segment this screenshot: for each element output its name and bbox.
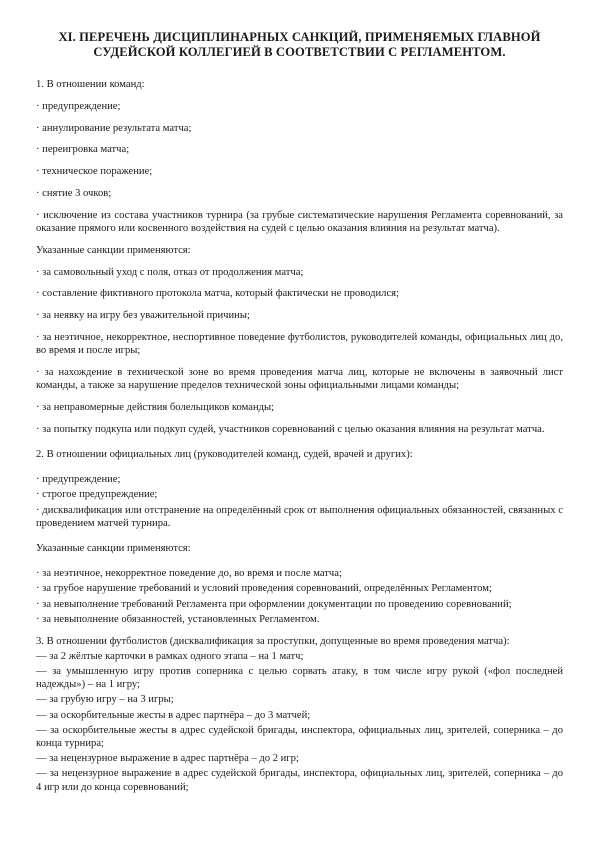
list-item: · переигровка матча;	[36, 144, 130, 156]
list-item: · за неправомерные действия болельщиков команды;	[36, 401, 275, 413]
list-item: · дисквалификация или отстранение на определённый срок от выполнения официальных обязанностей, связанных с проведением матчей турнира.	[36, 504, 563, 529]
sanctions-apply-heading: Указанные санкции применяются:	[36, 244, 191, 256]
list-item: — за нецензурное выражение в адрес партнёра – до 2 игр;	[36, 753, 299, 765]
section-title	[36, 30, 563, 60]
list-item: · за невыполнение требований Регламента при оформлении документации по проведению соревнований;	[36, 598, 512, 610]
list-item: · исключение из состава участников турнира (за грубые систематические нарушения Регламента соревнований, за оказание прямого или косвенного воздействия на судей с целью оказания влияния на результат матча).	[36, 209, 563, 234]
list-item: · за неэтичное, некорректное, неспортивное поведение футболистов, руководителей команды, официальных лиц до, во время и после игры;	[36, 331, 563, 357]
list-item: · за грубое нарушение требований и условий проведения соревнований, определённых Регламентом;	[36, 583, 492, 595]
list-item: · за самовольный уход с поля, отказ от продолжения матча;	[36, 266, 304, 278]
list-item: — за умышленную игру против соперника с целью сорвать атаку, в том числе игру рукой («фол последней надежды») – на 1 игру;	[36, 666, 563, 691]
list-item: — за 2 жёлтые карточки в рамках одного этапа – на 1 матч;	[36, 650, 304, 662]
heading-officials: 2. В отношении официальных лиц (руководителей команд, судей, врачей и других):	[36, 448, 413, 460]
list-item: · предупреждение;	[36, 474, 121, 486]
list-item: · за неэтичное, некорректное поведение до, во время и после матча;	[36, 568, 342, 580]
list-item: — за оскорбительные жесты в адрес судейской бригады, инспектора, официальных лиц, зрителей, соперника – до конца турнира;	[36, 724, 563, 750]
heading-teams: 1. В отношении команд:	[36, 79, 145, 90]
list-item: · аннулирование результата матча;	[36, 122, 192, 134]
list-item: · за нахождение в технической зоне во время проведения матча лиц, которые не включены в заявочный лист команды, а также за нарушение пределов технической зоны официальными лицами команды;	[36, 366, 563, 392]
heading-players: 3. В отношении футболистов (дисквалификация за проступки, допущенные во время проведения матча):	[36, 635, 510, 647]
list-item: · техническое поражение;	[36, 166, 153, 178]
list-item: · за попытку подкупа или подкуп судей, участников соревнований с целью оказания влияния на результат матча.	[36, 423, 545, 435]
section-title-line-1: XI. ПЕРЕЧЕНЬ ДИСЦИПЛИНАРНЫХ САНКЦИЙ, ПРИМЕНЯЕМЫХ ГЛАВНОЙ	[58, 30, 541, 44]
list-item: · за невыполнение обязанностей, установленных Регламентом.	[36, 613, 320, 625]
list-item: · составление фиктивного протокола матча, который фактически не проводился;	[36, 288, 399, 300]
list-item: · предупреждение;	[36, 100, 121, 112]
list-item: · за неявку на игру без уважительной причины;	[36, 310, 250, 322]
sanctions-apply-heading: Указанные санкции применяются:	[36, 542, 191, 554]
list-item: — за нецензурное выражение в адрес судейской бригады, инспектора, официальных лиц, зрителей, соперника – до 4 игр или до конца соревнований;	[36, 768, 563, 793]
list-item: — за грубую игру – на 3 игры;	[36, 694, 174, 706]
list-item: — за оскорбительные жесты в адрес партнёра – до 3 матчей;	[36, 709, 311, 721]
list-item: · снятие 3 очков;	[36, 187, 112, 199]
section-title-line-2: СУДЕЙСКОЙ КОЛЛЕГИЕЙ В СООТВЕТСТВИИ С РЕГЛАМЕНТОМ.	[93, 45, 506, 59]
list-item: · строгое предупреждение;	[36, 489, 158, 501]
